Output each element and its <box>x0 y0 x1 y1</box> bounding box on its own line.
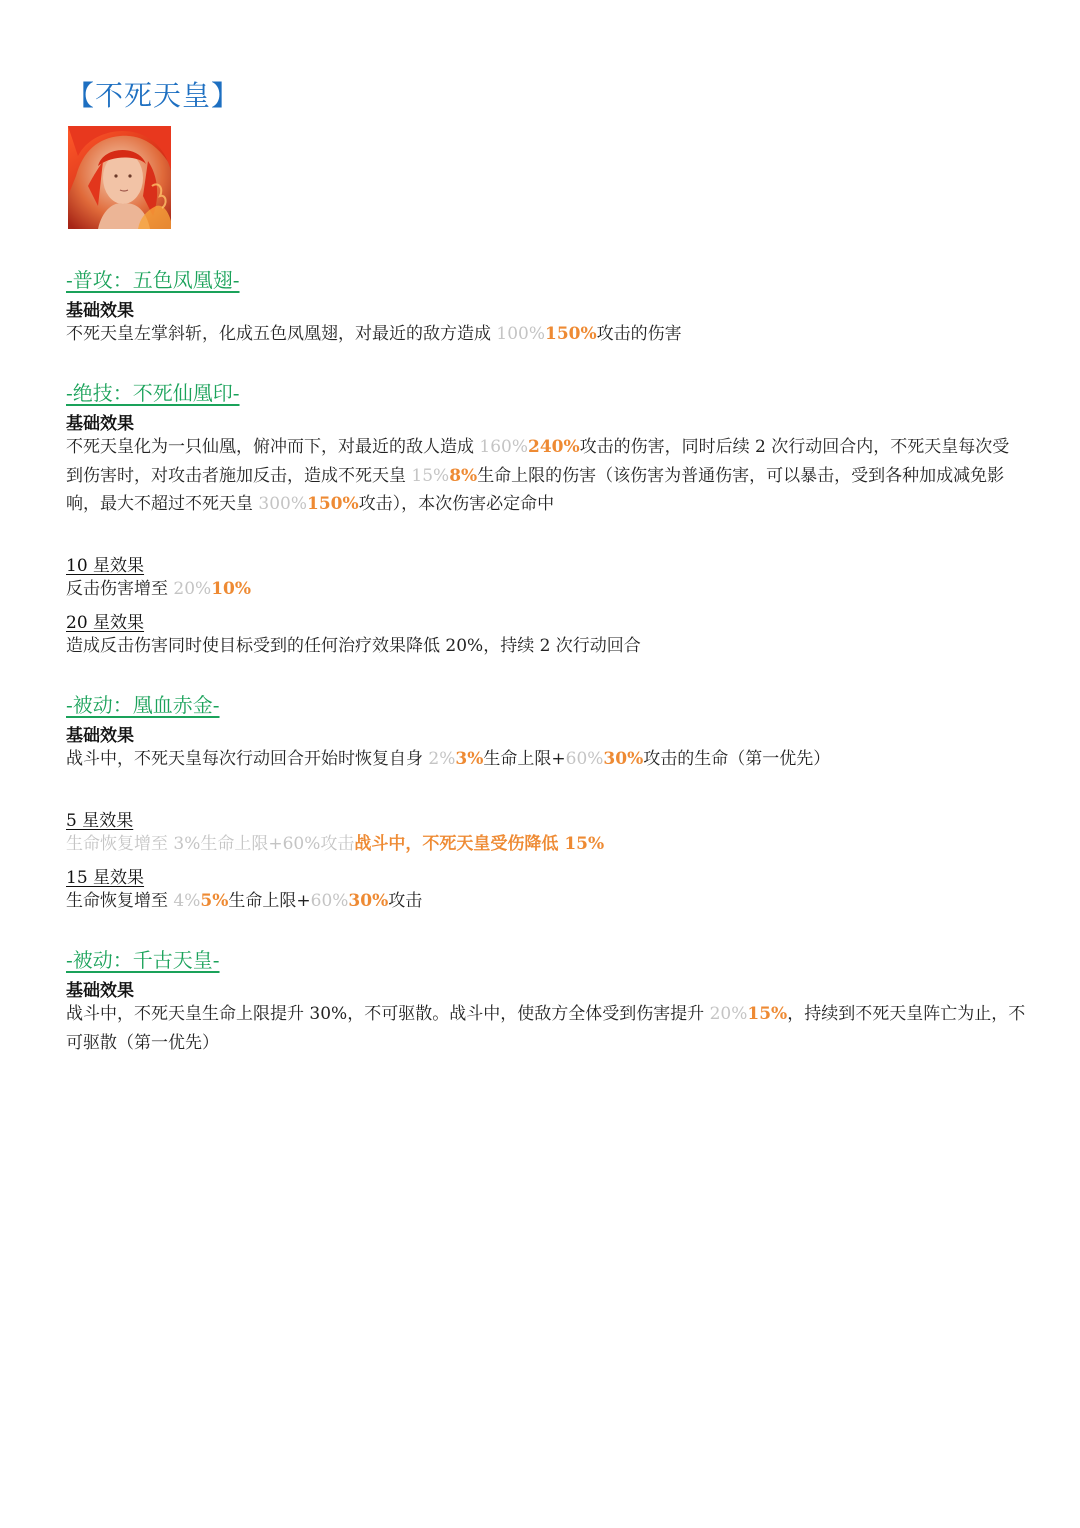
new-value: 战斗中，不死天皇受伤降低 15% <box>354 834 605 854</box>
skill-heading-basic-attack: -普攻：五色凤凰翅- <box>66 268 240 292</box>
star20-effect-description: 造成反击伤害同时使目标受到的任何治疗效果降低 20%，持续 2 次行动回合 <box>66 636 641 656</box>
text-run: ，持续到不死天皇阵亡为止，不可驱散（第一优先） <box>66 1004 1026 1053</box>
text-run: 攻击的伤害 <box>596 324 682 344</box>
text-run: 攻击 <box>388 891 423 911</box>
text-run: 生命上限的伤害（该伤害为普通伤害，可以暴击，受到各种加成减免影响，最大不超过不死天皇 <box>66 465 1005 514</box>
old-value: 60% <box>310 891 349 911</box>
skill-heading-passive-eternal-emperor: -被动：千古天皇- <box>66 948 220 972</box>
star5-effect-description <box>66 830 1026 859</box>
new-value: 5% <box>200 891 229 911</box>
eternal-emperor-description <box>66 1000 1026 1057</box>
text-run: 攻击），本次伤害必定命中 <box>358 494 555 514</box>
text-run: 生命上限+ <box>228 891 311 911</box>
old-value: 2% <box>428 749 456 769</box>
star10-effect-label: 10 星效果 <box>66 556 145 576</box>
new-value: 240% <box>528 437 580 457</box>
old-value: 160% <box>479 437 529 457</box>
old-value: 100% <box>496 324 546 344</box>
new-value: 15% <box>747 1004 788 1024</box>
new-value: 150% <box>545 324 597 344</box>
old-value: 15% <box>411 465 450 486</box>
old-value: 20% <box>173 579 212 599</box>
star10-effect-description <box>66 575 1026 604</box>
star20-effect-label: 20 星效果 <box>66 613 145 633</box>
base-effect-label: 基础效果 <box>66 301 134 321</box>
star15-effect-label: 15 星效果 <box>66 868 145 888</box>
new-value: 8% <box>449 465 478 486</box>
hero-portrait-image <box>68 126 171 229</box>
text-run: 战斗中，不死天皇每次行动回合开始时恢复自身 <box>66 749 429 769</box>
new-value: 150% <box>307 494 359 514</box>
hero-title: 【不死天皇】 <box>66 79 241 112</box>
new-value: 30% <box>603 749 644 769</box>
base-effect-label: 基础效果 <box>66 414 134 434</box>
ultimate-description <box>66 433 1026 519</box>
base-effect-label: 基础效果 <box>66 726 134 746</box>
old-value: 生命恢复增至 3%生命上限+60%攻击 <box>66 834 355 854</box>
new-value: 30% <box>348 891 389 911</box>
old-value: 60% <box>565 749 604 769</box>
star5-effect-label: 5 星效果 <box>66 811 134 831</box>
old-value: 300% <box>258 494 308 514</box>
old-value: 4% <box>173 891 201 911</box>
text-run: 反击伤害增至 <box>66 579 174 599</box>
skill-heading-passive-phoenix-blood: -被动：凰血赤金- <box>66 693 220 717</box>
star15-effect-description <box>66 887 1026 916</box>
text-run: 战斗中，不死天皇生命上限提升 30%，不可驱散。战斗中，使敌方全体受到伤害提升 <box>66 1004 710 1024</box>
text-run: 攻击的生命（第一优先） <box>643 749 831 769</box>
text-run: 攻击的伤害，同时后续 2 次行动回合内，不死天皇每次受到伤害时，对攻击者施加反击，造成不死天皇 <box>66 437 1010 486</box>
phoenix-blood-description <box>66 745 1026 774</box>
base-effect-label: 基础效果 <box>66 981 134 1001</box>
text-run: 生命恢复增至 <box>66 891 174 911</box>
skill-heading-ultimate: -绝技：不死仙凰印- <box>66 381 240 405</box>
new-value: 3% <box>455 749 484 769</box>
basic-attack-description <box>66 320 1026 349</box>
text-run: 不死天皇左掌斜斩，化成五色凤凰翅，对最近的敌方造成 <box>66 324 497 344</box>
new-value: 10% <box>211 579 252 599</box>
text-run: 不死天皇化为一只仙凰，俯冲而下，对最近的敌人造成 <box>66 437 480 457</box>
old-value: 20% <box>709 1004 748 1024</box>
text-run: 生命上限+ <box>483 749 566 769</box>
